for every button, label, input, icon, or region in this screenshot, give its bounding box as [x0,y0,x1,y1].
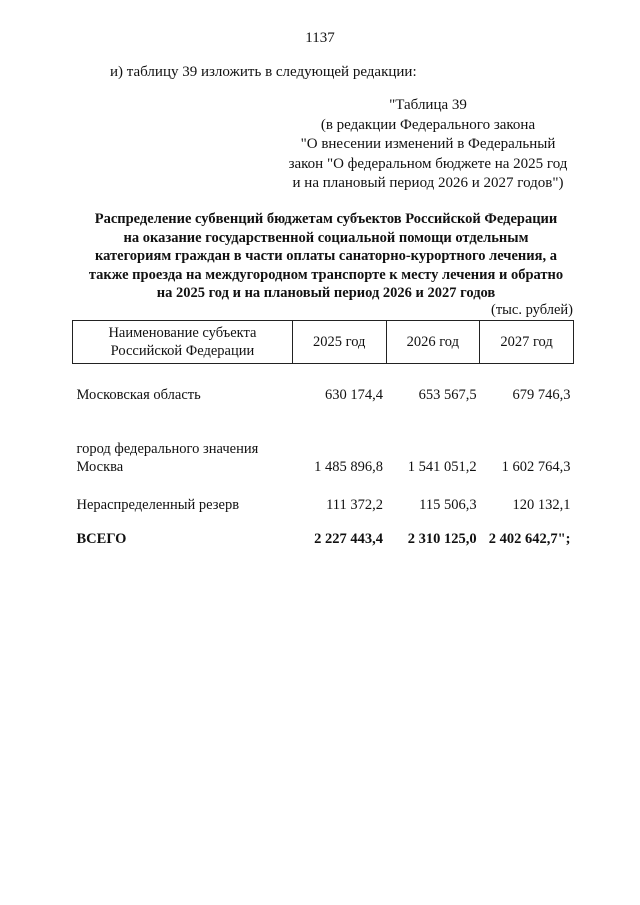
table-heading [66,210,586,303]
value-2025: 630 174,4 [325,387,384,403]
row-name: Московская область [76,387,201,403]
table-caption [278,96,578,194]
heading-line: на 2025 год и на плановый период 2026 и 2027 годов [156,285,496,301]
value-2027: 679 746,3 [512,387,571,403]
units-label: (тыс. рублей) [491,302,573,318]
table-row [73,476,574,514]
subventions-table [72,320,574,548]
table-header-row [73,321,574,364]
header-2025: 2025 год [292,321,386,364]
caption-line: "О внесении изменений в Федеральный [300,136,556,152]
header-2027: 2027 год [480,321,574,364]
heading-line: категориям граждан в части оплаты санаторно-курортного лечения, а [95,248,557,264]
value-2027: 1 602 764,3 [501,459,571,475]
value-2027: 120 132,1 [512,497,571,513]
value-2025: 1 485 896,8 [314,459,384,475]
header-name-line: Российской Федерации [110,343,255,359]
caption-line: и на плановый период 2026 и 2027 годов") [292,175,564,191]
value-2025: 2 227 443,4 [314,531,384,547]
table-row [73,404,574,476]
value-2026: 1 541 051,2 [407,459,477,475]
value-2026: 2 310 125,0 [407,531,477,547]
intro-text: и) таблицу 39 изложить в следующей редакции: [110,64,417,80]
value-2027: 2 402 642,7"; [488,531,571,547]
value-2025: 111 372,2 [326,497,384,513]
heading-line: на оказание государственной социальной помощи отдельным [123,229,529,246]
row-name: Нераспределенный резерв [76,497,240,513]
heading-line: также проезда на междугородном транспорте к месту лечения и обратно [88,266,564,283]
caption-line: закон "О федеральном бюджете на 2025 год [288,155,568,172]
table-row-total [73,514,574,548]
caption-line: (в редакции Федерального закона [320,116,536,133]
header-2026: 2026 год [386,321,480,364]
header-name-line: Наименование субъекта [108,325,257,341]
value-2026: 115 506,3 [419,497,477,513]
row-name: ВСЕГО [76,531,127,547]
header-region-name [73,321,293,364]
table-row [73,364,574,405]
value-2026: 653 567,5 [418,387,477,403]
caption-line: "Таблица 39 [389,97,467,113]
page-number: 1137 [305,30,335,46]
heading-line: Распределение субвенций бюджетам субъектов Российской Федерации [94,211,558,227]
row-name: город федерального значения Москва [76,441,259,475]
